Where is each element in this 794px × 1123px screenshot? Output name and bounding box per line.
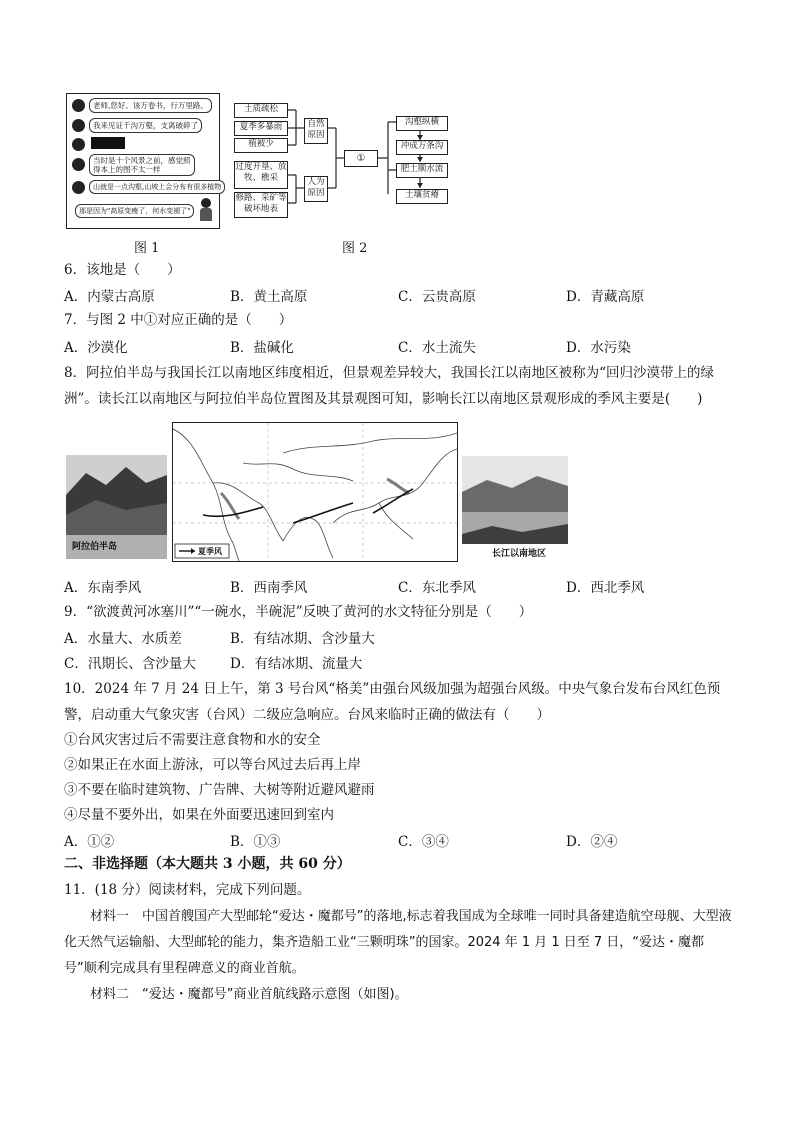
effect-box-gullies: 沟壑纵横 (396, 116, 448, 131)
summer-monsoon-legend: 夏季风 (198, 547, 222, 556)
option-a[interactable]: A．东南季风 (64, 580, 142, 596)
effect-box-ditches: 冲成万条沟 (396, 140, 448, 155)
cause-box-overuse: 过度开垦、放牧、樵采 (234, 161, 288, 189)
human-cause-box: 人为原因 (304, 176, 328, 202)
option-b[interactable]: B．西南季风 (230, 580, 308, 596)
question-6-stem: 6．该地是（ ） (64, 262, 181, 278)
right-photo-south-yangtze (462, 456, 568, 560)
map-image (172, 422, 458, 562)
avatar-icon (72, 138, 85, 151)
green-landscape-image (462, 456, 568, 560)
question-8-stem: 8．阿拉伯半岛与我国长江以南地区纬度相近，但景观差异较大，我国长江以南地区被称为“回归沙漠带上的绿洲”。读长江以南地区与阿拉伯半岛位置图及其景观图可知，影响长江以南地区景观形成的季风主要是( ) (64, 365, 714, 407)
option-d[interactable]: D．青藏高原 (566, 289, 645, 305)
option-a[interactable]: A．水量大、水质差 (64, 631, 182, 647)
question-6-options (64, 285, 744, 307)
chat-line-6: 那是因为"高原变瘦了，何水变褪了" (75, 204, 194, 218)
question-10-options (64, 830, 744, 852)
option-d[interactable]: D．有结冰期、流量大 (230, 656, 363, 672)
figure-2-flowchart (232, 100, 454, 230)
option-b[interactable]: B．盐碱化 (230, 340, 294, 356)
option-d[interactable]: D．②④ (566, 834, 618, 850)
option-b[interactable]: B．有结冰期、含沙量大 (230, 631, 375, 647)
cause-box-construction: 修路、采矿等破坏地表 (234, 192, 288, 218)
redacted-photo (91, 137, 125, 149)
option-c[interactable]: C．汛期长、含沙量大 (64, 656, 196, 672)
question-8-options (64, 576, 744, 598)
option-a[interactable]: A．内蒙古高原 (64, 289, 155, 305)
question-10-item-4: ④尽量不要外出，如果在外面要迅速回到室内 (64, 807, 334, 823)
cause-box-soil: 土质疏松 (234, 103, 288, 118)
cause-box-vegetation: 植被少 (234, 138, 288, 153)
option-d[interactable]: D．水污染 (566, 340, 631, 356)
material-1: 材料一 中国首艘国产大型邮轮“爱达・魔都号”的落地,标志着我国成为全球唯一同时具备建造航空母舰、大型液化天然气运输船、大型邮轮的能力，集齐造船工业“三颗明珠”的国家。2024 年 1 月 1 日至 7 日，“爱达・魔都号”顺利完成具有里程碑意义的商业首航。 (64, 909, 732, 976)
option-a[interactable]: A．沙漠化 (64, 340, 128, 356)
effect-box-poor-soil: 土壤贫瘠 (396, 189, 448, 204)
question-9-options-row2 (64, 652, 744, 674)
chat-line-2: 我来见证千沟万壑，支离破碎了 (89, 118, 202, 133)
avatar-icon (72, 119, 85, 132)
avatar-icon (72, 158, 85, 171)
figure-2-caption: 图 2 (342, 241, 368, 256)
question-10-item-3: ③不要在临时建筑物、广告牌、大树等附近避风避雨 (64, 782, 375, 798)
question-9-options-row1 (64, 627, 744, 649)
chat-line-4: 当时是十个风景之前，感觉照得本上的图不太一样 (89, 154, 195, 176)
effect-box-soil-loss: 肥土顺水流 (396, 163, 448, 178)
south-yangtze-label: 长江以南地区 (492, 549, 547, 559)
question-11-stem: 11．(18 分）阅读材料，完成下列问题。 (64, 882, 311, 898)
option-c[interactable]: C．水土流失 (398, 340, 476, 356)
option-d[interactable]: D．西北季风 (566, 580, 645, 596)
option-c[interactable]: C．③④ (398, 834, 449, 850)
option-c[interactable]: C．云贵高原 (398, 289, 476, 305)
question-7-stem: 7．与图 2 中①对应正确的是（ ） (64, 312, 293, 328)
cause-box-rain: 夏季多暴雨 (234, 121, 288, 136)
asia-map-svg (173, 423, 457, 561)
chat-line-5: 山就是一点沟壑,山坡上会分布有很多植物 (89, 180, 225, 194)
option-b[interactable]: B．黄土高原 (230, 289, 308, 305)
question-10-stem: 10．2024 年 7 月 24 日上午，第 3 号台风“格美”由强台风级加强为超强台风级。中央气象台发布台风红色预警，启动重大气象灾害（台风）二级应急响应。台风来临时正确的做法有（ ） (64, 681, 721, 723)
chat-line-1: 老师,您好。该万卷书，行万里路。 (89, 98, 212, 113)
question-10-item-2: ②如果正在水面上游泳，可以等台风过去后再上岸 (64, 757, 361, 773)
question-7-options (64, 336, 744, 358)
option-a[interactable]: A．①② (64, 834, 115, 850)
avatar-icon (72, 181, 85, 194)
arabia-label: 阿拉伯半岛 (72, 542, 118, 552)
question-9-stem: 9．“欲渡黄河冰塞川”“一碗水，半碗泥”反映了黄河的水文特征分别是（ ） (64, 604, 533, 620)
natural-cause-box: 自然原因 (304, 118, 328, 144)
left-photo-arabia (66, 455, 167, 559)
question-10-item-1: ①台风灾害过后不需要注意食物和水的安全 (64, 732, 321, 748)
option-b[interactable]: B．①③ (230, 834, 281, 850)
figure-1-comic (66, 93, 220, 229)
girl-figure-icon (199, 198, 213, 222)
center-blank-box: ① (344, 150, 378, 167)
material-2: 材料二 “爱达・魔都号”商业首航线路示意图（如图)。 (90, 987, 408, 1002)
avatar-icon (72, 99, 85, 112)
figure-1-caption: 图 1 (134, 241, 160, 256)
option-c[interactable]: C．东北季风 (398, 580, 476, 596)
section-2-title: 二、非选择题（本大题共 3 小题，共 60 分） (64, 856, 351, 872)
